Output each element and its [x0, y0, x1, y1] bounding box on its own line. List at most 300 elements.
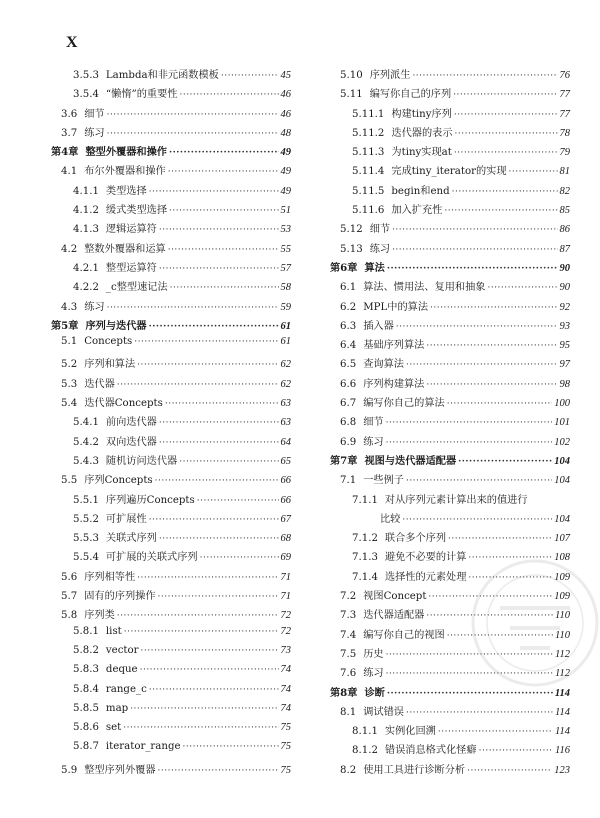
toc-leader-dots	[149, 685, 279, 695]
toc-entry[interactable]	[51, 452, 291, 471]
toc-entry-page: 49	[280, 185, 291, 197]
toc-entry-title: 练习	[363, 436, 384, 448]
toc-entry-number: 4.2.2	[73, 282, 99, 294]
toc-entry-page: 63	[280, 417, 291, 429]
toc-entry-number: 5.7	[61, 591, 78, 603]
toc-entry-number: 5.4.1	[73, 417, 99, 429]
toc-entry[interactable]	[330, 587, 570, 606]
toc-leader-dots	[140, 665, 279, 675]
toc-leader-dots	[406, 476, 552, 486]
toc-entry-title: 一些例子	[363, 475, 404, 487]
toc-entry[interactable]	[330, 664, 570, 683]
toc-leader-dots	[107, 110, 279, 120]
toc-entry-number: 5.11.6	[352, 205, 385, 217]
toc-entry-title: list	[105, 625, 122, 637]
toc-entry-title: 整型序列外覆器	[84, 764, 156, 776]
toc-entry-page: 82	[559, 185, 570, 197]
toc-leader-dots	[159, 534, 279, 544]
toc-entry-number: 第4章	[51, 146, 79, 159]
toc-entry-title: 调试错误	[363, 706, 404, 718]
toc-leader-dots	[137, 360, 278, 370]
toc-leader-dots	[169, 148, 279, 158]
toc-leader-dots	[123, 723, 278, 733]
toc-entry[interactable]	[330, 568, 570, 587]
toc-entry[interactable]	[51, 741, 291, 760]
toc-entry[interactable]	[330, 124, 570, 143]
toc-entry-title: begin和end	[391, 185, 450, 197]
toc-entry-number: 5.10	[340, 70, 363, 81]
toc-entry-number: 6.5	[340, 359, 357, 371]
toc-entry[interactable]	[330, 240, 570, 259]
toc-entry[interactable]	[330, 182, 570, 201]
toc-entry[interactable]	[51, 645, 291, 664]
toc-entry-title: 实例化回溯	[384, 726, 436, 738]
toc-entry[interactable]	[51, 259, 291, 278]
toc-entry-number: 5.9	[61, 764, 78, 776]
toc-leader-dots	[134, 337, 278, 347]
toc-entry-title: 练习	[363, 668, 384, 680]
toc-entry-title: 逻辑运算符	[105, 224, 157, 236]
toc-entry-title: 算法、惯用法、复用和抽象	[363, 282, 486, 294]
toc-entry-page: 74	[280, 702, 291, 714]
toc-entry-title: “懒惰”的重要性	[105, 89, 178, 101]
toc-entry[interactable]	[51, 587, 291, 606]
toc-entry-page: 102	[554, 436, 570, 448]
toc-entry-page: 112	[555, 668, 570, 680]
toc-entry[interactable]	[330, 105, 570, 124]
toc-entry-page: 72	[280, 625, 291, 637]
toc-entry-number: 8.1	[340, 706, 357, 718]
toc-entry[interactable]	[51, 143, 291, 162]
toc-entry[interactable]	[51, 317, 291, 336]
toc-leader-dots	[453, 90, 557, 100]
toc-leader-dots	[458, 457, 552, 467]
toc-entry-page: 109	[554, 571, 570, 583]
toc-entry-number: 5.4	[61, 398, 78, 410]
toc-leader-dots	[386, 418, 553, 428]
toc-entry-page: 95	[559, 340, 570, 352]
toc-entry[interactable]	[51, 162, 291, 181]
toc-entry[interactable]	[330, 645, 570, 664]
toc-entry-number: 5.4.3	[73, 455, 99, 467]
toc-entry-title: 序列构建算法	[363, 378, 425, 390]
toc-entry-page: 109	[554, 591, 570, 603]
toc-leader-dots	[117, 611, 279, 621]
toc-entry[interactable]	[51, 201, 291, 220]
toc-entry[interactable]	[330, 741, 570, 760]
toc-leader-dots	[426, 611, 553, 621]
toc-entry-number: 4.2	[61, 243, 78, 255]
toc-leader-dots	[155, 476, 279, 486]
toc-entry-title: 关联式序列	[105, 533, 157, 545]
toc-leader-dots	[479, 746, 553, 756]
toc-entry-number: 5.2	[61, 359, 78, 371]
toc-entry[interactable]	[51, 703, 291, 722]
toc-entry-page: 101	[554, 417, 570, 429]
toc-entry-page: 74	[280, 683, 291, 695]
toc-entry[interactable]	[51, 375, 291, 394]
toc-leader-dots	[149, 187, 279, 197]
toc-leader-dots	[447, 631, 553, 641]
toc-entry[interactable]	[51, 548, 291, 567]
toc-entry-page: 112	[555, 648, 570, 660]
toc-entry-number: 6.6	[340, 378, 357, 390]
toc-entry-number: 3.6	[61, 108, 78, 120]
toc-leader-dots	[406, 708, 553, 718]
toc-entry[interactable]	[330, 722, 570, 741]
toc-entry-page: 114	[554, 687, 570, 699]
toc-entry-number: 5.5.1	[73, 494, 99, 506]
toc-entry-page: 90	[559, 262, 570, 274]
toc-leader-dots	[426, 380, 557, 390]
toc-leader-dots	[141, 646, 279, 656]
toc-entry-number: 7.1.4	[352, 571, 378, 583]
toc-entry[interactable]	[51, 355, 291, 374]
toc-leader-dots	[386, 650, 553, 660]
toc-entry-number: 8.1.2	[352, 745, 378, 757]
toc-entry-number: 7.6	[340, 668, 357, 680]
toc-entry[interactable]	[330, 703, 570, 722]
toc-leader-dots	[454, 148, 558, 158]
toc-entry[interactable]	[51, 124, 291, 143]
toc-entry[interactable]	[330, 375, 570, 394]
toc-entry-page: 53	[280, 224, 291, 236]
toc-entry-page: 68	[280, 533, 291, 545]
toc-entry-title: 整型运算符	[105, 262, 157, 274]
toc-entry[interactable]	[330, 510, 570, 529]
toc-entry-number: 5.3	[61, 378, 78, 390]
toc-entry-title: 历史	[363, 648, 384, 660]
toc-entry[interactable]	[51, 761, 291, 780]
toc-entry[interactable]	[51, 510, 291, 529]
toc-leader-dots	[396, 322, 558, 332]
toc-entry-title: MPL中的算法	[363, 301, 429, 313]
toc-entry-number: 第5章	[51, 319, 79, 332]
toc-entry-page: 108	[554, 552, 570, 564]
toc-entry[interactable]	[51, 278, 291, 297]
toc-entry-title: 迭代器的表示	[391, 127, 453, 139]
toc-entry-number: 7.1	[340, 475, 357, 487]
toc-leader-dots	[159, 225, 279, 235]
toc-entry-number: 7.4	[340, 629, 357, 641]
toc-entry[interactable]	[330, 143, 570, 162]
toc-leader-dots	[107, 303, 279, 313]
toc-entry-title: 双向迭代器	[105, 436, 157, 448]
toc-leader-dots	[392, 245, 557, 255]
toc-entry-number: 5.6	[61, 571, 78, 583]
toc-entry[interactable]	[51, 336, 291, 355]
toc-entry-number: 4.2.1	[73, 262, 99, 274]
toc-entry[interactable]	[330, 452, 570, 471]
toc-entry-title: 缓式类型选择	[105, 205, 168, 217]
toc-entry-page: 81	[559, 166, 570, 178]
toc-entry-title: 加入扩充性	[391, 205, 443, 217]
toc-entry-page: 57	[280, 262, 291, 274]
toc-entry-title: 错误消息格式化怪癖	[384, 745, 477, 757]
toc-leader-dots	[165, 399, 279, 409]
toc-entry[interactable]	[51, 684, 291, 703]
toc-entry-page: 100	[554, 398, 570, 410]
toc-entry-number: 7.1.2	[352, 533, 378, 545]
toc-leader-dots	[149, 515, 279, 525]
toc-entry-title: 编写你自己的视图	[363, 629, 445, 641]
toc-entry-page: 64	[280, 436, 291, 448]
toc-entry-title: 随机访问迭代器	[105, 455, 178, 467]
toc-entry-page: 66	[280, 494, 291, 506]
toc-entry-page: 46	[280, 89, 291, 101]
toc-leader-dots	[168, 245, 279, 255]
toc-entry-number: 第7章	[330, 454, 358, 467]
toc-entry[interactable]	[330, 413, 570, 432]
toc-entry[interactable]	[330, 355, 570, 374]
toc-leader-dots	[387, 689, 553, 699]
toc-entry-title: 视图Concept	[363, 591, 427, 603]
toc-leader-dots	[159, 264, 279, 274]
toc-entry[interactable]	[330, 201, 570, 220]
toc-entry-title: 练习	[369, 243, 391, 255]
toc-entry[interactable]	[51, 240, 291, 259]
toc-entry-number: 6.8	[340, 417, 357, 429]
toc-entry-title: 练习	[84, 127, 105, 139]
toc-leader-dots	[117, 380, 279, 390]
toc-leader-dots	[509, 167, 558, 177]
toc-entry[interactable]	[51, 529, 291, 548]
toc-entry-page: 71	[280, 571, 291, 583]
toc-entry[interactable]	[330, 278, 570, 297]
toc-entry-number: 5.8.4	[73, 683, 99, 695]
toc-leader-dots	[386, 438, 553, 448]
toc-entry-title: vector	[105, 644, 139, 656]
toc-leader-dots	[221, 71, 279, 81]
toc-entry-page: 77	[559, 89, 570, 101]
toc-leader-dots	[197, 496, 279, 506]
toc-leader-dots	[149, 322, 279, 332]
toc-entry-number: 7.2	[340, 591, 357, 603]
toc-entry-page: 76	[559, 70, 570, 81]
toc-entry-page: 58	[280, 282, 291, 294]
toc-entry-number: 5.8	[61, 610, 78, 622]
toc-entry-title: 序列与迭代器	[85, 319, 147, 332]
toc-entry[interactable]	[51, 413, 291, 432]
toc-entry-title: 诊断	[364, 686, 385, 699]
toc-entry-title: 迭代器	[84, 378, 115, 390]
toc-leader-dots	[130, 704, 278, 714]
toc-leader-dots	[467, 766, 552, 776]
toc-entry[interactable]	[51, 568, 291, 587]
toc-entry[interactable]	[330, 162, 570, 181]
toc-entry[interactable]	[330, 471, 570, 490]
toc-entry-number: 7.1.3	[352, 552, 378, 564]
toc-entry-title: deque	[105, 664, 138, 676]
toc-entry[interactable]	[330, 220, 570, 239]
toc-entry-page: 72	[280, 610, 291, 622]
toc-entry-title: map	[105, 702, 129, 714]
toc-entry-title: 序列类	[84, 610, 115, 622]
toc-entry-title: 细节	[84, 108, 105, 120]
toc-entry-title: 序列相等性	[84, 571, 136, 583]
toc-leader-dots	[169, 206, 278, 216]
toc-entry-number: 5.5.2	[73, 513, 99, 525]
toc-entry-title: 布尔外覆器和操作	[84, 166, 166, 178]
toc-entry-page: 62	[280, 359, 291, 371]
toc-entry-number: 5.8.5	[73, 702, 99, 714]
toc-entry[interactable]	[51, 606, 291, 625]
toc-entry[interactable]	[330, 684, 570, 703]
toc-entry-number: 5.5.4	[73, 552, 99, 564]
toc-entry-page: 73	[280, 644, 291, 656]
toc-leader-dots	[426, 341, 557, 351]
toc-entry-number: 6.9	[340, 436, 357, 448]
toc-entry-page: 114	[555, 706, 570, 718]
toc-entry-title: _c整型速记法	[105, 282, 168, 294]
toc-entry-page: 104	[554, 455, 570, 467]
toc-entry-number: 7.3	[340, 610, 357, 622]
toc-entry-title: 固有的序列操作	[84, 591, 156, 603]
toc-entry-title: 为tiny实现at	[391, 147, 452, 159]
toc-leader-dots	[468, 553, 552, 563]
toc-entry-page: 78	[559, 127, 570, 139]
toc-entry-title: Lambda和非元函数模板	[105, 70, 219, 81]
toc-entry[interactable]	[51, 722, 291, 741]
toc-entry-number: 7.1.1	[352, 494, 378, 506]
toc-entry-title: 算法	[364, 261, 385, 274]
toc-entry-title: 序列遍历Concepts	[105, 494, 195, 506]
toc-entry-number: 4.3	[61, 301, 78, 313]
toc-entry-page: 75	[280, 741, 291, 753]
toc-entry[interactable]	[51, 105, 291, 124]
toc-entry[interactable]	[51, 182, 291, 201]
toc-entry[interactable]	[330, 529, 570, 548]
toc-entry-page: 116	[555, 745, 570, 757]
toc-entry[interactable]	[51, 66, 291, 85]
toc-entry[interactable]	[330, 761, 570, 780]
toc-leader-dots	[170, 283, 279, 293]
toc-entry-page: 110	[555, 610, 570, 622]
toc-entry-title: 前向迭代器	[105, 417, 157, 429]
toc-entry[interactable]	[51, 626, 291, 645]
toc-entry-page: 61	[280, 336, 291, 348]
toc-entry[interactable]	[330, 259, 570, 278]
toc-entry-number: 第6章	[330, 261, 358, 274]
toc-entry-number: 5.13	[340, 243, 363, 255]
toc-entry[interactable]	[51, 471, 291, 490]
toc-leader-dots	[430, 303, 557, 313]
toc-entry-page: 65	[280, 455, 291, 467]
toc-entry[interactable]	[51, 433, 291, 452]
toc-leader-dots	[428, 592, 552, 602]
toc-entry-title: 联合多个序列	[384, 533, 447, 545]
toc-leader-dots	[452, 187, 558, 197]
toc-entry[interactable]	[330, 66, 570, 85]
toc-entry[interactable]	[51, 491, 291, 510]
toc-entry-page: 87	[559, 243, 570, 255]
toc-entry[interactable]	[330, 626, 570, 645]
toc-entry-number: 5.11.2	[352, 127, 385, 139]
toc-entry[interactable]	[330, 336, 570, 355]
toc-entry-page: 59	[280, 301, 291, 313]
toc-entry[interactable]	[330, 317, 570, 336]
toc-leader-dots	[158, 766, 279, 776]
toc-entry[interactable]	[51, 220, 291, 239]
toc-entry-title: 避免不必要的计算	[384, 552, 467, 564]
toc-entry-title: 对从序列元素计算出来的值进行	[384, 494, 528, 506]
toc-entry-page: 45	[280, 70, 291, 81]
toc-entry-page: 71	[280, 591, 291, 603]
toc-entry-number: 5.11	[340, 89, 363, 101]
toc-entry-number: 8.1.1	[352, 726, 378, 738]
toc-entry-page: 55	[280, 243, 291, 255]
toc-entry-number: 5.11.1	[352, 108, 385, 120]
toc-entry-title: 选择性的元素处理	[384, 571, 467, 583]
toc-entry-number: 5.11.3	[352, 147, 385, 159]
toc-entry-title: iterator_range	[105, 741, 181, 753]
toc-entry[interactable]	[330, 298, 570, 317]
toc-entry-title: 迭代器Concepts	[84, 398, 163, 410]
toc-leader-dots	[455, 129, 558, 139]
toc-entry[interactable]	[330, 548, 570, 567]
toc-entry-number: 第8章	[330, 686, 358, 699]
toc-entry[interactable]	[330, 394, 570, 413]
toc-entry-page: 49	[280, 166, 291, 178]
toc-entry[interactable]	[330, 433, 570, 452]
toc-entry-number: 6.2	[340, 301, 357, 313]
toc-entry-page: 62	[280, 378, 291, 390]
toc-entry-number: 5.1	[61, 336, 78, 348]
toc-entry-page: 69	[280, 552, 291, 564]
toc-leader-dots	[159, 438, 279, 448]
toc-entry-page: 79	[559, 147, 570, 159]
toc-leader-dots	[107, 129, 279, 139]
toc-entry[interactable]	[51, 664, 291, 683]
toc-entry[interactable]	[51, 85, 291, 104]
toc-entry-title: 编写你自己的序列	[369, 89, 452, 101]
toc-entry-title: range_c	[105, 683, 147, 695]
toc-entry-number: 5.11.4	[352, 166, 385, 178]
toc-entry-number: 6.4	[340, 340, 357, 352]
toc-entry-number: 5.4.2	[73, 436, 99, 448]
toc-entry-page: 92	[559, 301, 570, 313]
toc-entry[interactable]	[330, 85, 570, 104]
toc-entry-title: 序列Concepts	[84, 475, 153, 487]
toc-entry-page: 49	[280, 147, 291, 159]
toc-leader-dots	[448, 534, 552, 544]
toc-entry-title: 基础序列算法	[363, 340, 425, 352]
toc-entry-number: 5.8.3	[73, 664, 99, 676]
toc-entry-page: 110	[555, 629, 570, 641]
toc-leader-dots	[406, 360, 558, 370]
toc-entry-number: 8.2	[340, 764, 357, 776]
toc-leader-dots	[438, 727, 553, 737]
toc-entry-number: 6.1	[340, 282, 357, 294]
toc-leader-dots	[387, 264, 558, 274]
toc-leader-dots	[200, 553, 279, 563]
page-number: X	[66, 34, 78, 51]
toc-entry[interactable]	[51, 298, 291, 317]
toc-leader-dots	[468, 573, 552, 583]
toc-entry[interactable]	[51, 394, 291, 413]
toc-entry-page: 67	[280, 513, 291, 525]
toc-entry[interactable]	[330, 491, 570, 510]
toc-entry-number: 4.1.2	[73, 205, 99, 217]
toc-entry-number: 7.5	[340, 648, 357, 660]
toc-entry-number: 5.11.5	[352, 185, 385, 197]
toc-entry-page: 51	[280, 205, 291, 217]
toc-entry-page: 104	[554, 513, 570, 525]
toc-entry-title: 查询算法	[363, 359, 404, 371]
toc-leader-dots	[124, 627, 279, 637]
toc-entry[interactable]	[330, 606, 570, 625]
toc-leader-dots	[158, 592, 279, 602]
